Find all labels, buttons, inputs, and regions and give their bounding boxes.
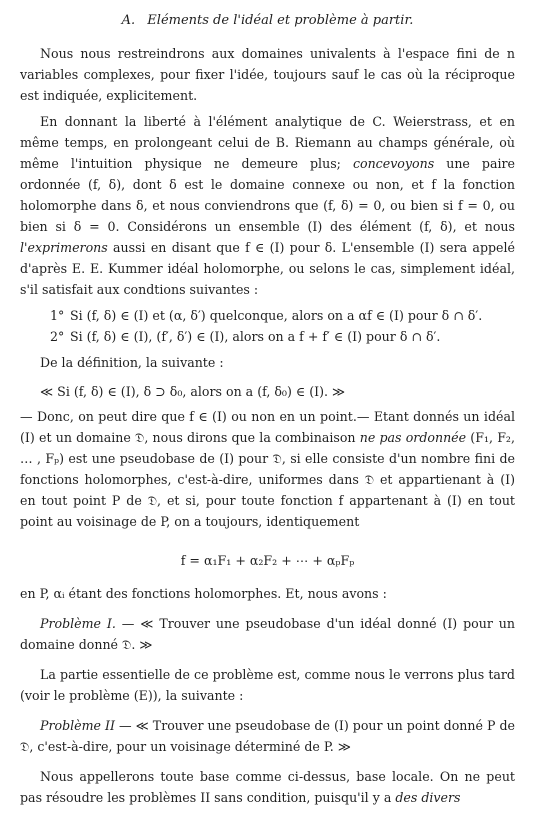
problem-2 [20,715,515,757]
paragraph-intro: Nous nous restreindrons aux domaines univalents à l'espace fini de n variables complexes, pour fixer l'idée, toujours sauf le cas où la réciproque est indiquée, explicitement. [20,46,515,103]
problem-1 [20,613,515,655]
paragraph-definition [20,111,515,300]
section-title: Eléments de l'idéal et problème à partir. [147,13,414,28]
condition-2 [50,326,515,347]
paragraph-pseudobase-part-a: — Donc, on peut dire que f ∈ (I) ou non en un point.— Etant donnés un idéal (I) et un domaine 𝔇, nous dirons que la combinaison [20,409,515,445]
emphasis-concevoyons: concevoyons [352,156,435,171]
paragraph-local-base-text: Nous appellerons toute base comme ci-dessus, base locale. On ne peut pas résoudre les problèmes II sans condition, puisqu'il y a [20,769,515,805]
section-header [20,10,515,31]
condition-2-text: Si (f, δ) ∈ (I), (f′, δ′) ∈ (I), alors on a f + f′ ∈ (I) pour δ ∩ δ′. [70,329,441,344]
condition-1 [50,305,515,326]
section-number: A. [121,13,136,28]
problem-1-label: Problème I. — [40,616,135,631]
problem-1-text: ≪ Trouver une pseudobase d'un idéal donné (I) pour un domaine donné 𝔇. ≫ [20,616,515,652]
paragraph-consequence: De la définition, la suivante : [40,355,224,370]
emphasis-exprimerons: l'exprimerons [20,240,108,255]
paragraph-definition-part-c: aussi en disant que f ∈ (I) pour δ. L'ensemble (I) sera appelé d'après E. E. Kummer idéal holomorphe, ou selons le cas, simplement idéal, s'il satisfait aux condtions suivantes : [20,240,515,297]
paragraph-pseudobase-part-b: (F₁, F₂, … , Fₚ) est une pseudobase de (I) pour 𝔇, si elle consiste d'un nombre fini de fonctions holomorphes, c'est-à-dire, uniformes dans 𝔇 et appartienant à (I) en tout point P de 𝔇, et si, pour toute fonction f appartenant à (I) en tout point au voisinage de P, on a toujours, identiquement [20,430,515,529]
problem-2-text: ≪ Trouver une pseudobase de (I) pour un point donné P de 𝔇, c'est-à-dire, pour un voisinage déterminé de P. ≫ [20,718,515,754]
condition-1-text: Si (f, δ) ∈ (I) et (α, δ′) quelconque, alors on a αf ∈ (I) pour δ ∩ δ′. [70,308,483,323]
paragraph-definition-part-a: En donnant la liberté à l'élément analytique de C. Weierstrass, et en même temps, en prolongeant celui de B. Riemann au champs générale, où même l'intuition physique ne demeure plus; [20,114,515,171]
condition-2-number: 2° [50,329,65,344]
paragraph-local-base [20,766,515,808]
equation-pseudobase: f = α₁F₁ + α₂F₂ + ⋯ + αₚFₚ [180,553,355,568]
problem-2-label: Problème II — [40,718,132,733]
paragraph-essential: La partie essentielle de ce problème est, comme nous le verrons plus tard (voir le problème (E)), la suivante : [20,667,515,703]
display-statement: ≪ Si (f, δ) ∈ (I), δ ⊃ δ₀, alors on a (f, δ₀) ∈ (I). ≫ [40,384,346,399]
paragraph-holomorphic: en P, αᵢ étant des fonctions holomorphes. Et, nous avons : [20,586,387,601]
paragraph-pseudobase [20,406,515,532]
condition-1-number: 1° [50,308,65,323]
paragraph-definition-part-b: une paire ordonnée (f, δ), dont δ est le domaine connexe ou non, et f la fonction holomorphe dans δ, et nous conviendrons que (f, δ) = 0, ou bien si f = 0, ou bien si δ = 0. Considérons un ensemble (I) des élément (f, δ), et nous [20,156,515,234]
emphasis-des-divers: des divers [395,790,461,805]
emphasis-ne-pas-ordonnee: ne pas ordonnée [359,430,467,445]
